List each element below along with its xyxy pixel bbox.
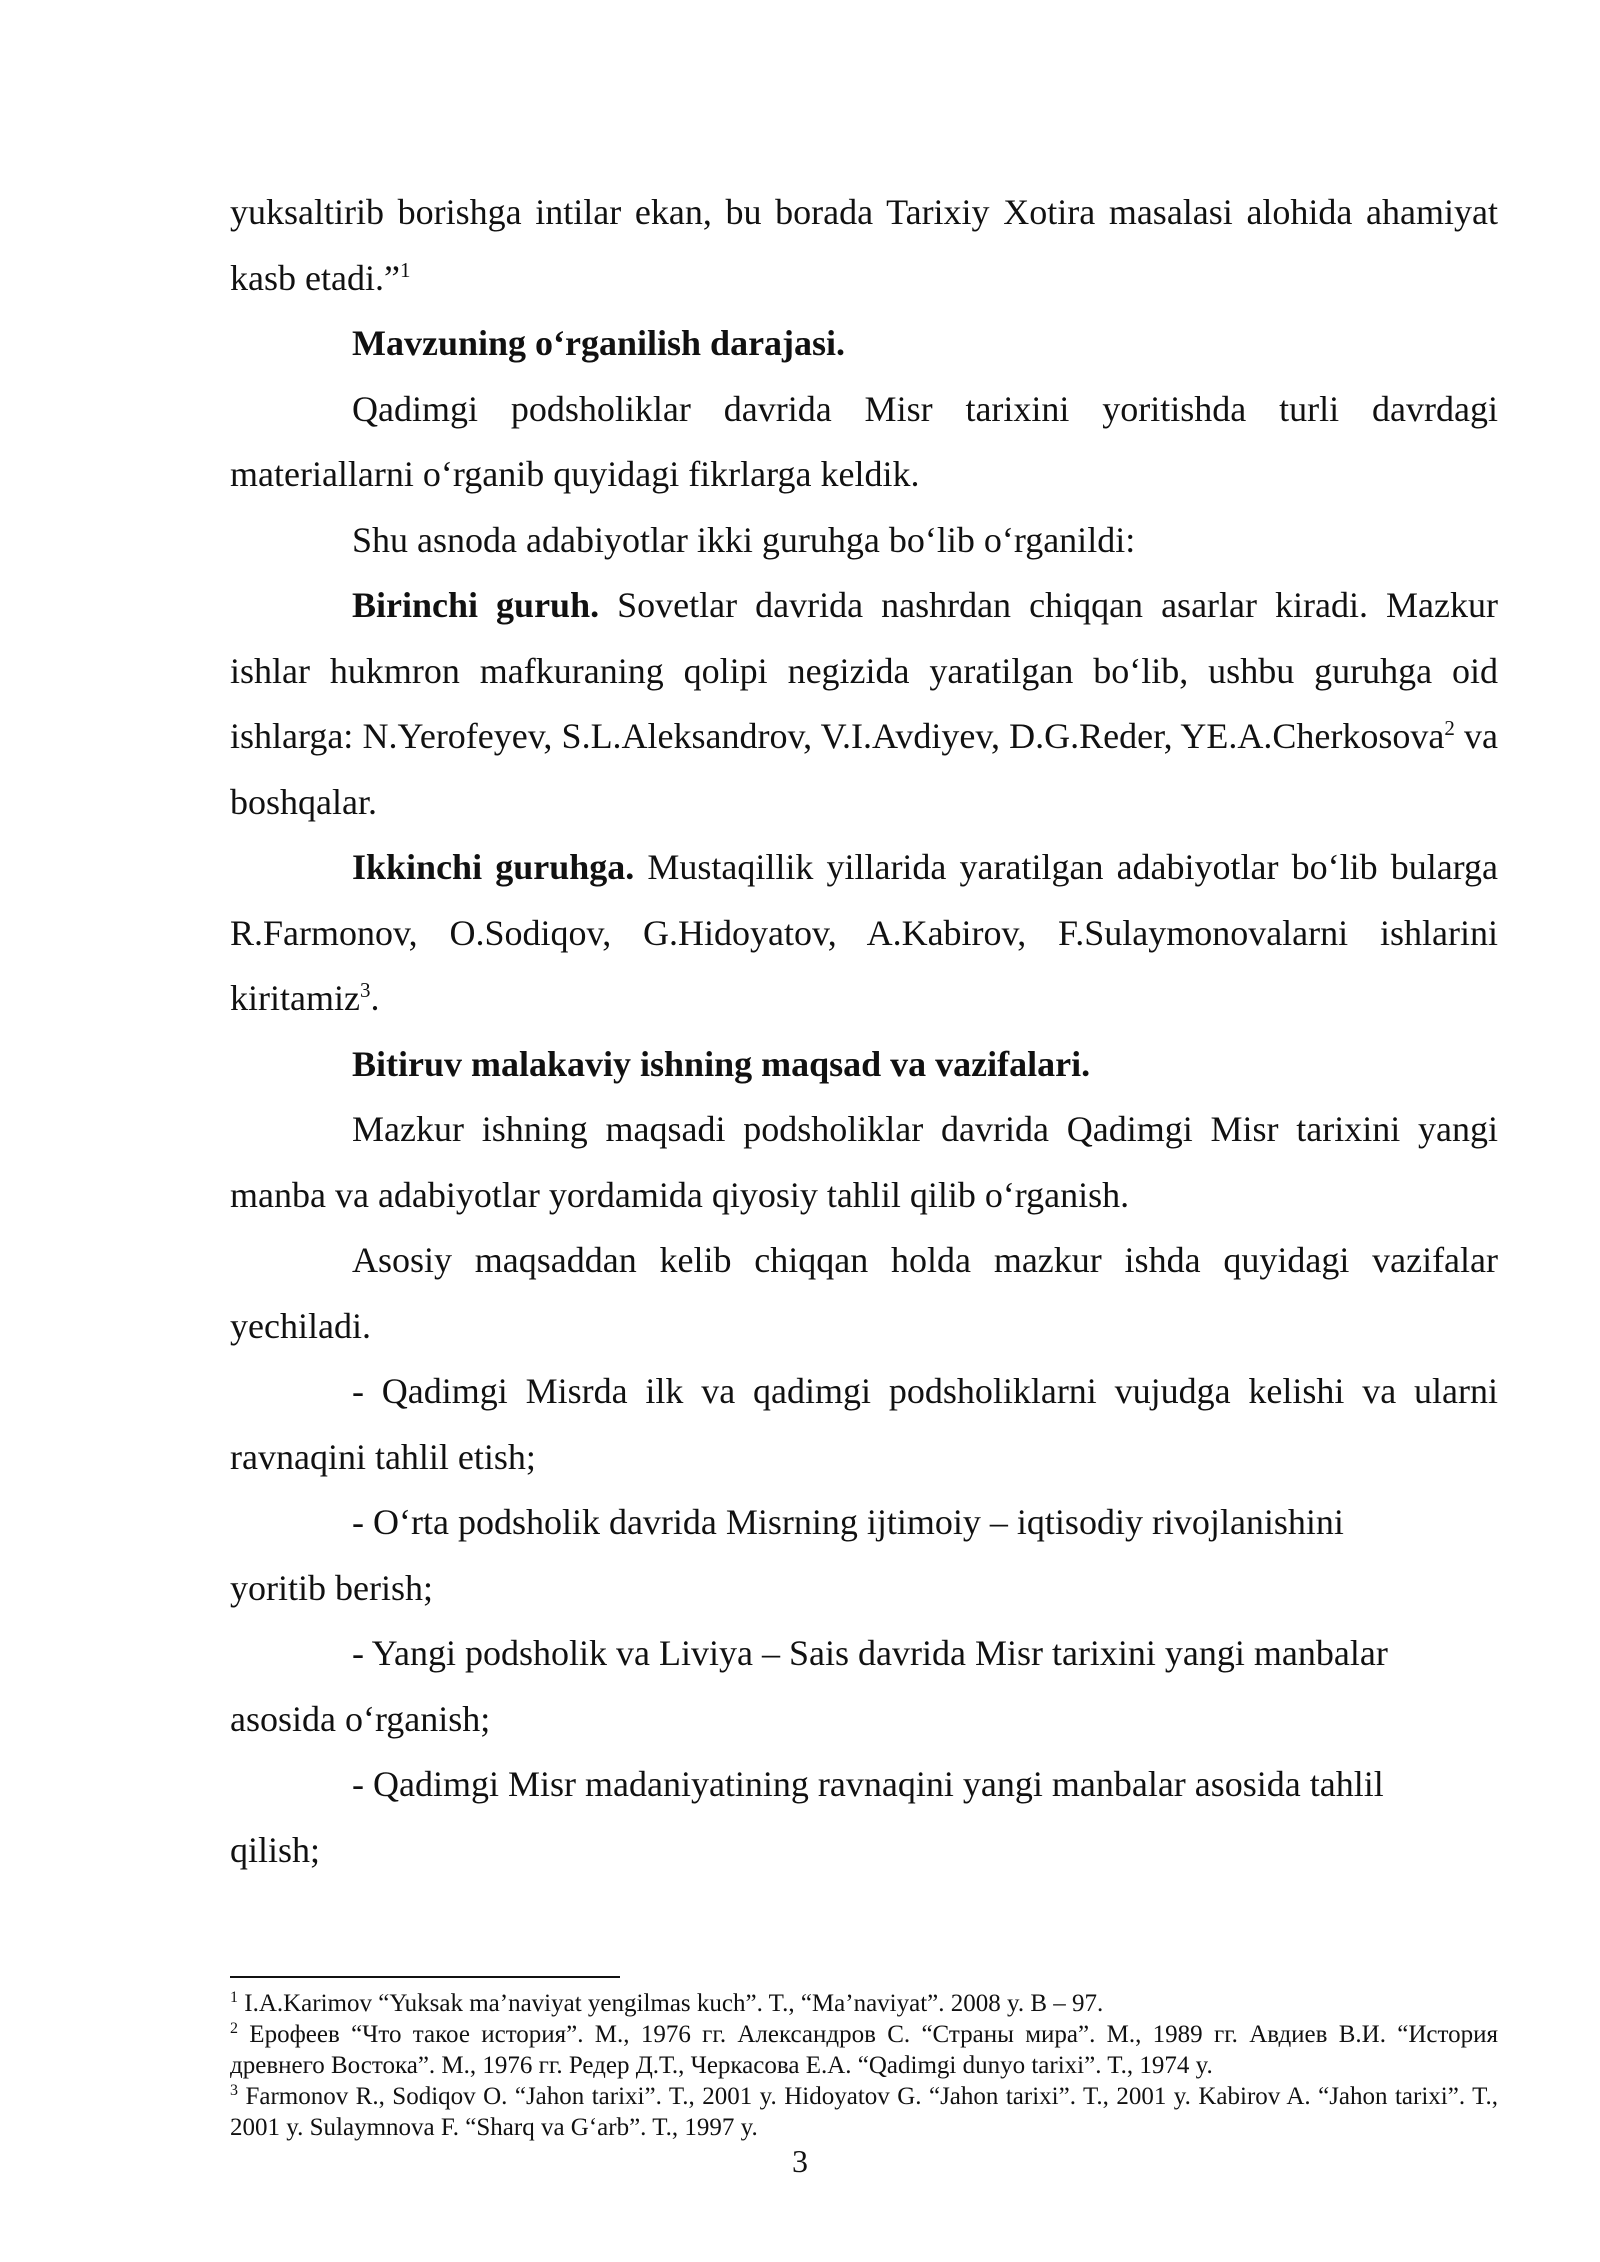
first-group-end: va boshqalar. <box>230 716 1499 822</box>
list-item-task-3: - Yangi podsholik va Liviya – Sais davrida Misr tarixini yangi manbalar <box>352 1633 1388 1673</box>
list-item-task-4: - Qadimgi Misr madaniyatining ravnaqini yangi manbalar asosida tahlil <box>352 1764 1384 1804</box>
heading-goals <box>230 1032 1498 1098</box>
footnote-2-number: 2 <box>230 2020 238 2037</box>
paragraph-intro-text: yuksaltirib borishga intilar ekan, bu borada Tarixiy Xotira masalasi alohida ahamiyat kasb etadi.” <box>230 192 1498 298</box>
footnote-ref-2[interactable]: 2 <box>1444 716 1455 740</box>
paragraph-two-groups: Shu asnoda adabiyotlar ikki guruhga bo‘lib o‘rganildi: <box>352 519 1136 560</box>
first-group-label: Birinchi guruh. <box>352 585 600 625</box>
footnote-divider <box>230 1976 620 1978</box>
footnote-2-text: Ерофеев “Что такое история”. М., 1976 гг. Александров С. “Страны мира”. М., 1989 гг. Авдиев В.И. “История древнего Востока”. М., 1976 гг. Редер Д.Т., Черкасова Е.А. “Qadimgi dunyo tarixi”. T., 1974 y. <box>230 2021 1498 2079</box>
footnotes <box>230 1976 1498 2143</box>
list-item-task-1: - Qadimgi Misrda ilk va qadimgi podsholiklarni vujudga kelishi va ularni ravnaqini tahlil etish; <box>230 1371 1498 1477</box>
page-body <box>230 180 1498 1883</box>
paragraph-first-group <box>230 573 1498 835</box>
heading-research-level <box>230 311 1498 377</box>
footnote-1-text: I.A.Karimov “Yuksak ma’naviyat yengilmas kuch”. T., “Ma’naviyat”. 2008 y. B – 97. <box>238 1990 1104 2017</box>
footnote-1-number: 1 <box>230 1989 238 2006</box>
paragraph-second-group <box>230 835 1498 1032</box>
heading-goals-text: Bitiruv malakaviy ishning maqsad va vazifalari. <box>352 1043 1091 1084</box>
list-item-task-4-cont: qilish; <box>230 1829 321 1870</box>
list-item-task-2: - O‘rta podsholik davrida Misrning ijtimoiy – iqtisodiy rivojlanishini <box>352 1502 1344 1542</box>
footnote-3-number: 3 <box>230 2082 238 2099</box>
paragraph-materials: Qadimgi podsholiklar davrida Misr tarixini yoritishda turli davrdagi materiallarni o‘rganib quyidagi fikrlarga keldik. <box>230 388 1498 494</box>
page-number: 3 <box>792 2143 808 2179</box>
footnote-3-text: Farmonov R., Sodiqov O. “Jahon tarixi”. T., 2001 y. Hidoyatov G. “Jahon tarixi”. T., 2001 y. Kabirov A. “Jahon tarixi”. T., 2001 y. Sulaymnova F. “Sharq va G‘arb”. T., 1997 y. <box>230 2083 1498 2141</box>
footnote-ref-3[interactable]: 3 <box>359 978 371 1002</box>
footnote-2 <box>230 2019 1498 2081</box>
list-item-task-2-cont: yoritib berish; <box>230 1567 433 1608</box>
list-item-task-3-cont: asosida o‘rganish; <box>230 1698 491 1739</box>
footnote-1 <box>230 1988 1498 2019</box>
second-group-end: . <box>370 978 380 1018</box>
second-group-text: Mustaqillik yillarida yaratilgan adabiyotlar bo‘lib bularga R.Farmonov, O.Sodiqov, G.Hidoyatov, A.Kabirov, F.Sulaymonovalarni ishlarini kiritamiz <box>230 847 1498 1018</box>
heading-research-level-text: Mavzuning o‘rganilish darajasi. <box>352 323 846 363</box>
paragraph-intro <box>230 180 1498 311</box>
footnote-ref-1[interactable]: 1 <box>399 257 411 282</box>
second-group-label: Ikkinchi guruhga. <box>352 847 635 887</box>
first-group-text: Sovetlar davrida nashrdan chiqqan asarlar kiradi. Mazkur ishlar hukmron mafkuraning qolipi negizida yaratilgan bo‘lib, ushbu guruhga oid ishlarga: N.Yerofeyev, S.L.Aleksandrov, V.I.Avdiyev, D.G.Reder, YE.A.Cherkosova <box>230 585 1498 756</box>
paragraph-goal: Mazkur ishning maqsadi podsholiklar davrida Qadimgi Misr tarixini yangi manba va adabiyotlar yordamida qiyosiy tahlil qilib o‘rganish. <box>230 1109 1498 1215</box>
footnote-3 <box>230 2081 1498 2143</box>
paragraph-tasks-intro: Asosiy maqsaddan kelib chiqqan holda mazkur ishda quyidagi vazifalar yechiladi. <box>230 1240 1498 1346</box>
